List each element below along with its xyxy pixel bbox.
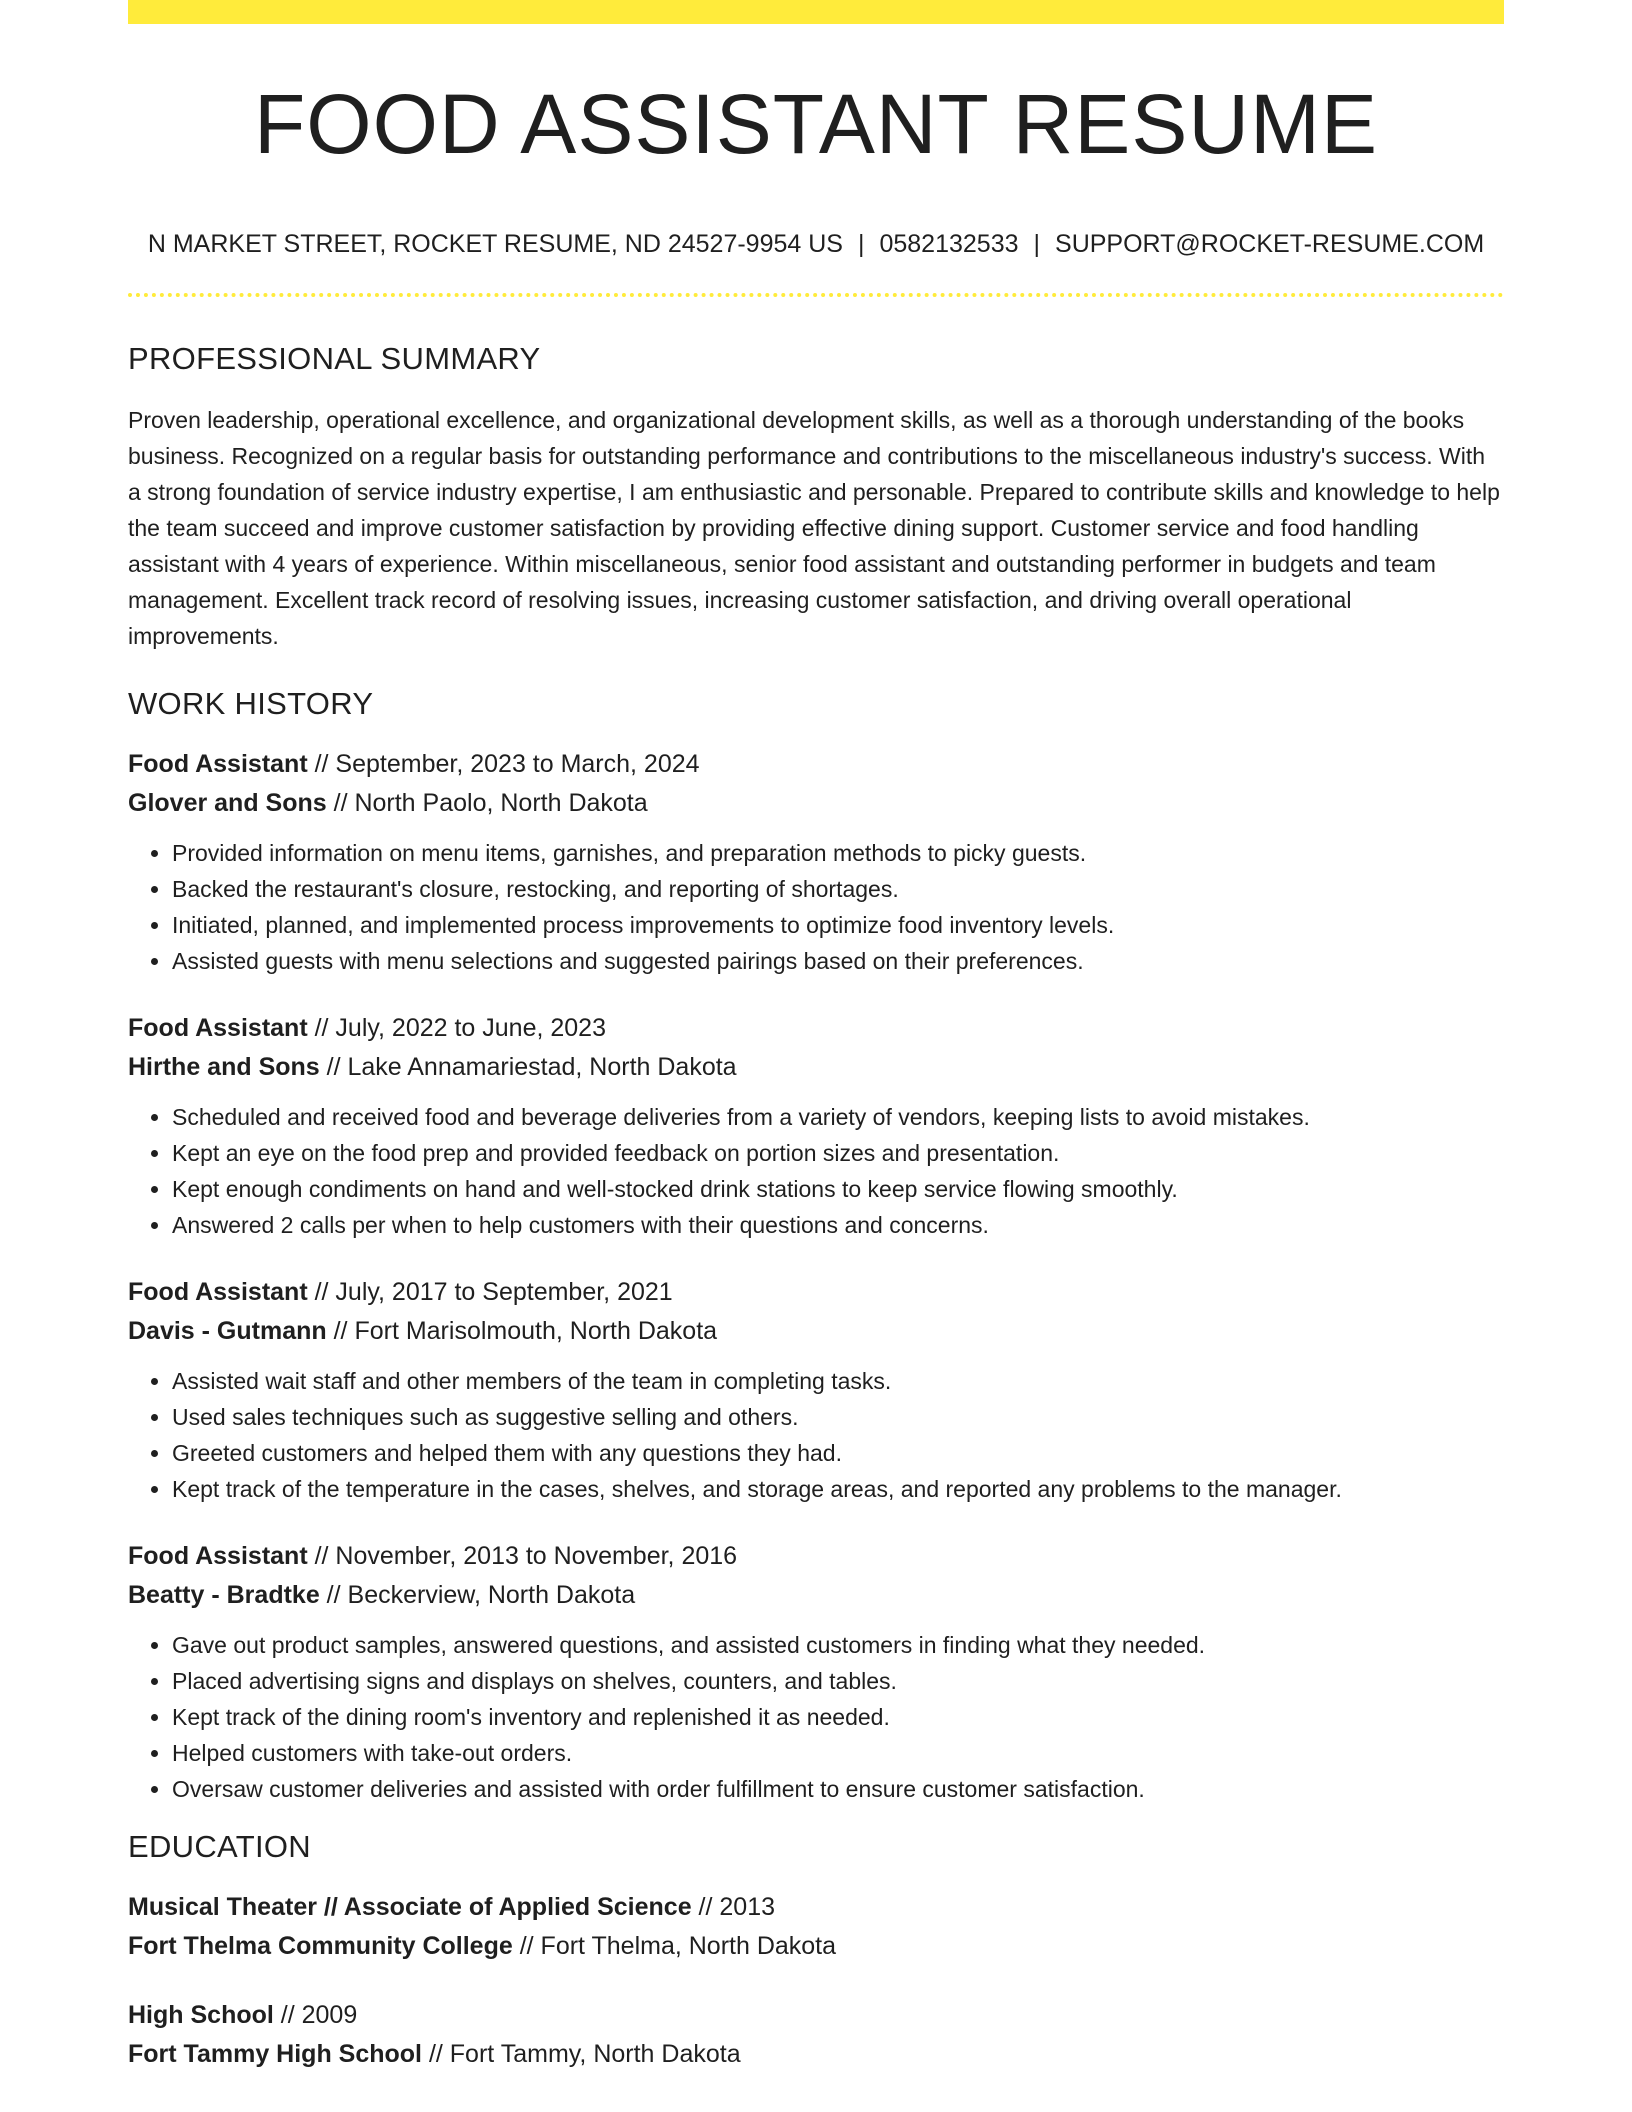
job-dates: // November, 2013 to November, 2016 (307, 1542, 738, 1570)
job-title-line (128, 1009, 1504, 1048)
job-role: Food Assistant (128, 1278, 308, 1306)
job-bullet: • Provided information on menu items, garnishes, and preparation methods to picky guests. (172, 835, 1504, 871)
education-school-line (128, 2035, 1504, 2074)
job-company: Glover and Sons (128, 789, 327, 817)
job-role: Food Assistant (128, 750, 308, 778)
job-bullet: • Helped customers with take-out orders. (172, 1735, 1504, 1771)
job-bullets (128, 1099, 1504, 1243)
job-company: Davis - Gutmann (128, 1317, 327, 1345)
job-dates: // September, 2023 to March, 2024 (307, 750, 700, 778)
job-bullet: • Used sales techniques such as suggestive selling and others. (172, 1399, 1504, 1435)
dotted-divider (128, 293, 1504, 297)
education-location: // Fort Thelma, North Dakota (512, 1932, 837, 1960)
job-bullet: • Scheduled and received food and beverage deliveries from a variety of vendors, keeping lists to avoid mistakes. (172, 1099, 1504, 1135)
job-entry (128, 1273, 1504, 1507)
job-role: Food Assistant (128, 1014, 308, 1042)
job-bullet: • Oversaw customer deliveries and assisted with order fulfillment to ensure customer satisfaction. (172, 1771, 1504, 1807)
education-school: Fort Thelma Community College (128, 1932, 513, 1960)
job-bullet: • Answered 2 calls per when to help customers with their questions and concerns. (172, 1207, 1504, 1243)
job-entry (128, 1537, 1504, 1807)
job-bullet: • Kept enough condiments on hand and well-stocked drink stations to keep service flowing smoothly. (172, 1171, 1504, 1207)
job-bullets (128, 835, 1504, 979)
education-degree: High School (128, 2001, 274, 2029)
contact-separator: | (1033, 230, 1041, 258)
job-bullet: • Backed the restaurant's closure, restocking, and reporting of shortages. (172, 871, 1504, 907)
education-school-line (128, 1927, 1504, 1966)
contact-line (128, 232, 1504, 257)
summary-text: Proven leadership, operational excellence, and organizational development skills, as well as a thorough understanding of the books business. Recognized on a regular basis for outstanding performance and contributions to the miscellaneous industry's success. With a strong foundation of service industry expertise, I am enthusiastic and personable. Prepared to contribute skills and knowledge to help the team succeed and improve customer satisfaction by providing effective dining support. Customer service and food handling assistant with 4 years of experience. Within miscellaneous, senior food assistant and outstanding performer in budgets and team management. Excellent track record of resolving issues, increasing customer satisfaction, and driving overall operational improvements. (128, 407, 1500, 649)
contact-separator: | (857, 230, 865, 258)
job-bullet: • Assisted guests with menu selections and suggested pairings based on their preferences. (172, 943, 1504, 979)
top-accent-bar (128, 0, 1504, 24)
education-entry (128, 1888, 1504, 1966)
education-heading: EDUCATION (128, 1829, 311, 1864)
job-company: Beatty - Bradtke (128, 1581, 320, 1609)
job-entry (128, 1009, 1504, 1243)
job-bullets (128, 1363, 1504, 1507)
job-company-line (128, 1312, 1504, 1351)
resume-title: FOOD ASSISTANT RESUME (253, 77, 1379, 171)
job-location: // Beckerview, North Dakota (319, 1581, 636, 1609)
job-bullet: • Kept an eye on the food prep and provided feedback on portion sizes and presentation. (172, 1135, 1504, 1171)
job-company-line (128, 784, 1504, 823)
job-bullet: • Gave out product samples, answered questions, and assisted customers in finding what they needed. (172, 1627, 1504, 1663)
job-bullet: • Kept track of the dining room's inventory and replenished it as needed. (172, 1699, 1504, 1735)
contact-address: N MARKET STREET, ROCKET RESUME, ND 24527-9954 US (147, 230, 843, 258)
job-entry (128, 745, 1504, 979)
education-school: Fort Tammy High School (128, 2040, 422, 2068)
job-location: // Fort Marisolmouth, North Dakota (326, 1317, 718, 1345)
job-bullets (128, 1627, 1504, 1807)
education-location: // Fort Tammy, North Dakota (422, 2040, 741, 2068)
summary-heading: PROFESSIONAL SUMMARY (128, 341, 541, 376)
job-title-line (128, 745, 1504, 784)
work-history-heading: WORK HISTORY (128, 686, 374, 721)
education-degree: Musical Theater // Associate of Applied Science (128, 1893, 692, 1921)
education-year: // 2013 (691, 1893, 776, 1921)
job-bullet: • Placed advertising signs and displays on shelves, counters, and tables. (172, 1663, 1504, 1699)
job-title-line (128, 1273, 1504, 1312)
education-entry (128, 1996, 1504, 2074)
job-bullet: • Assisted wait staff and other members of the team in completing tasks. (172, 1363, 1504, 1399)
contact-email: SUPPORT@ROCKET-RESUME.COM (1055, 230, 1485, 258)
job-location: // Lake Annamariestad, North Dakota (319, 1053, 737, 1081)
education-year: // 2009 (273, 2001, 358, 2029)
job-dates: // July, 2022 to June, 2023 (307, 1014, 606, 1042)
job-title-line (128, 1537, 1504, 1576)
job-bullet: • Greeted customers and helped them with any questions they had. (172, 1435, 1504, 1471)
education-degree-line (128, 1996, 1504, 2035)
job-bullet: • Initiated, planned, and implemented process improvements to optimize food inventory levels. (172, 907, 1504, 943)
job-company-line (128, 1576, 1504, 1615)
job-role: Food Assistant (128, 1542, 308, 1570)
resume-page (128, 0, 1504, 2074)
contact-phone: 0582132533 (879, 230, 1019, 258)
job-company-line (128, 1048, 1504, 1087)
job-dates: // July, 2017 to September, 2021 (307, 1278, 673, 1306)
education-degree-line (128, 1888, 1504, 1927)
job-bullet: • Kept track of the temperature in the cases, shelves, and storage areas, and reported any problems to the manager. (172, 1471, 1504, 1507)
job-company: Hirthe and Sons (128, 1053, 320, 1081)
job-location: // North Paolo, North Dakota (326, 789, 648, 817)
